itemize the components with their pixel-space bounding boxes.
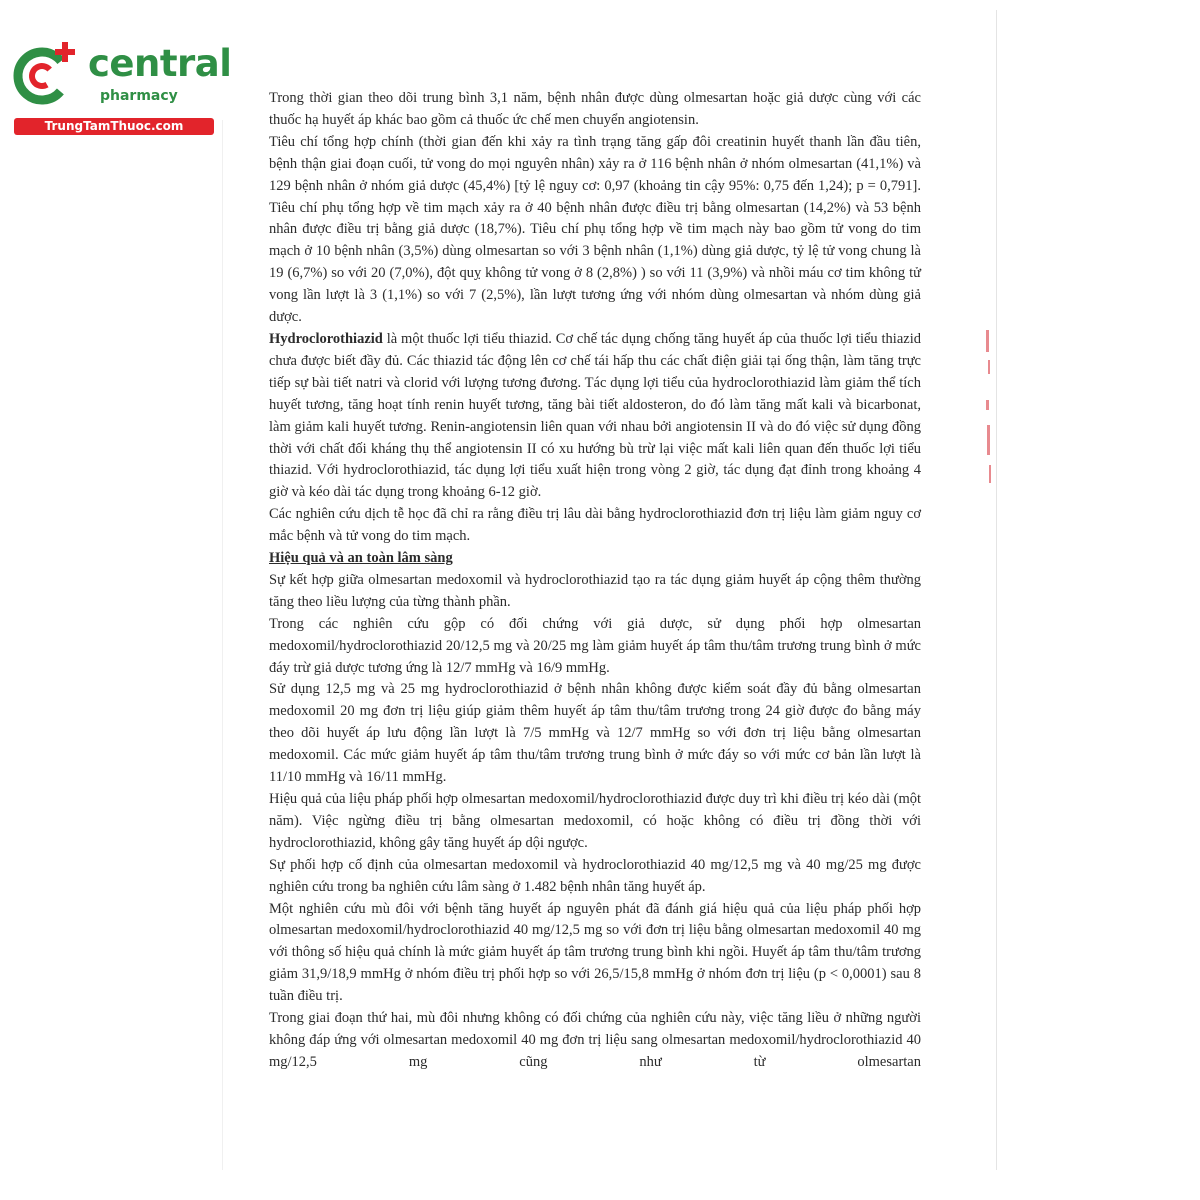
scan-edge-right	[996, 10, 997, 1170]
paragraph-followup: Trong thời gian theo dõi trung bình 3,1 năm, bệnh nhân được dùng olmesartan hoặc giả dược cùng với các thuốc hạ huyết áp khác bao gồm cả thuốc ức chế men chuyển angiotensin.	[269, 90, 921, 128]
red-stamp-marks	[983, 330, 999, 490]
document-body	[269, 88, 921, 1074]
term-hydroclorothiazid: Hydroclorothiazid	[269, 330, 383, 347]
paragraph-hydroclorothiazid	[269, 329, 921, 504]
paragraph-dose-addition: Sử dụng 12,5 mg và 25 mg hydroclorothiazid ở bệnh nhân không được kiểm soát đầy đủ bằng olmesartan medoxomil 20 mg đơn trị liệu giúp giảm thêm huyết áp tâm thu/tâm trương trong 24 giờ được đo bằng máy theo dõi huyết áp lưu động lần lượt là 7/5 mmHg và 12/7 mmHg so với đơn trị liệu bằng olmesartan medoxomil. Các mức giảm huyết áp tâm thu/tâm trương trung bình ở mức đáy so với mức cơ bản lần lượt là 11/10 mmHg và 16/11 mmHg.	[269, 681, 921, 786]
paragraph-fixed-combination: Sự phối hợp cố định của olmesartan medoxomil và hydroclorothiazid 40 mg/12,5 mg và 40 mg/25 mg được nghiên cứu trong ba nghiên cứu lâm sàng ở 1.482 bệnh nhân tăng huyết áp.	[269, 856, 921, 895]
pharmacy-cross-icon	[10, 36, 82, 108]
paragraph-pooled-studies: Trong các nghiên cứu gộp có đối chứng với giả dược, sử dụng phối hợp olmesartan medoxomil/hydroclorothiazid 20/12,5 mg và 20/25 mg làm giảm huyết áp tâm thu/tâm trương trung bình ở mức đáy trừ giả dược tương ứng là 12/7 mmHg và 16/9 mmHg.	[269, 615, 921, 676]
paragraph-hydroclorothiazid-text: là một thuốc lợi tiểu thiazid. Cơ chế tác dụng chống tăng huyết áp của thuốc lợi tiểu thiazid chưa được biết đầy đủ. Các thiazid tác động lên cơ chế tái hấp thu các chất điện giải tại ống thận, làm tăng trực tiếp sự bài tiết natri và clorid với lượng tương đương. Tác dụng lợi tiểu của hydroclorothiazid làm giảm thể tích huyết tương, tăng hoạt tính renin huyết tương, tăng bài tiết aldosteron, do đó làm tăng mất kali và bicarbonat, làm giảm kali huyết tương. Renin-angiotensin liên quan với nhau bởi angiotensin II và do đó việc sử dụng đồng thời với chất đối kháng thụ thể angiotensin II có xu hướng bù trừ lại việc mất kali liên quan đến thuốc lợi tiểu thiazid. Với hydroclorothiazid, tác dụng lợi tiểu xuất hiện trong vòng 2 giờ, tác dụng đạt đỉnh trong khoảng 4 giờ và kéo dài tác dụng trong khoảng 6-12 giờ.	[269, 330, 921, 501]
logo-subtitle: pharmacy	[100, 88, 178, 104]
paragraph-long-term: Hiệu quả của liệu pháp phối hợp olmesartan medoxomil/hydroclorothiazid được duy trì khi điều trị kéo dài (một năm). Việc ngừng điều trị bằng olmesartan medoxomil, có hoặc không có điều trị đồng thời với hydroclorothiazid, không gây tăng huyết áp dội ngược.	[269, 791, 921, 851]
paragraph-primary-endpoint: Tiêu chí tổng hợp chính (thời gian đến khi xảy ra tình trạng tăng gấp đôi creatinin huyết thanh lần đầu tiên, bệnh thận giai đoạn cuối, tử vong do mọi nguyên nhân) xảy ra ở 116 bệnh nhân ở nhóm olmesartan (41,1%) và 129 bệnh nhân ở nhóm giả dược (45,4%) [tỷ lệ nguy cơ: 0,97 (khoảng tin cậy 95%: 0,75 đến 1,24); p = 0,791]. Tiêu chí phụ tổng hợp về tim mạch xảy ra ở 40 bệnh nhân được điều trị bằng olmesartan (14,2%) và 53 bệnh nhân được điều trị bằng giả dược (18,7%). Tiêu chí phụ tổng hợp về tim mạch này bao gồm tử vong do tim mạch ở 10 bệnh nhân (3,5%) dùng olmesartan so với 3 bệnh nhân (1,1%) dùng giả dược, tỷ lệ tử vong chung là 19 (6,7%) so với 20 (7,0%), đột quỵ không tử vong ở 8 (2,8%) ) so với 11 (3,9%) và nhồi máu cơ tim không tử vong lần lượt là 3 (1,1%) so với 7 (2,5%), lần lượt tương ứng với nhóm dùng olmesartan và nhóm dùng giả dược.	[269, 133, 921, 326]
logo-brand-name: central	[88, 42, 232, 85]
logo-website-banner: TrungTamThuoc.com	[14, 118, 214, 135]
scan-edge-left	[222, 120, 223, 1170]
central-pharmacy-logo[interactable]	[10, 36, 232, 136]
paragraph-epidemiology: Các nghiên cứu dịch tễ học đã chỉ ra rằng điều trị lâu dài bằng hydroclorothiazid đơn trị liệu làm giảm nguy cơ mắc bệnh và tử vong do tim mạch.	[269, 506, 921, 545]
paragraph-second-phase: Trong giai đoạn thứ hai, mù đôi nhưng không có đối chứng của nghiên cứu này, việc tăng liều ở những người không đáp ứng với olmesartan medoxomil 40 mg đơn trị liệu sang olmesartan medoxomil/hydroclorothiazid 40 mg/12,5 mg cũng như từ olmesartan	[269, 1010, 921, 1070]
paragraph-combination: Sự kết hợp giữa olmesartan medoxomil và hydroclorothiazid tạo ra tác dụng giảm huyết áp cộng thêm thường tăng theo liều lượng của từng thành phần.	[269, 571, 921, 610]
paragraph-double-blind-study: Một nghiên cứu mù đôi với bệnh tăng huyết áp nguyên phát đã đánh giá hiệu quả của liệu pháp phối hợp olmesartan medoxomil/hydroclorothiazid 40 mg/12,5 mg so với đơn trị liệu bằng olmesartan medoxomil 40 mg với thông số hiệu quả chính là mức giảm huyết áp tâm trương trung bình khi ngồi. Huyết áp tâm thu/tâm trương giảm 31,9/18,9 mmHg ở nhóm điều trị phối hợp so với 26,5/15,8 mmHg ở nhóm đơn trị liệu (p < 0,0001) sau 8 tuần điều trị.	[269, 900, 921, 1005]
section-heading-efficacy-safety: Hiệu quả và an toàn lâm sàng	[269, 550, 453, 567]
